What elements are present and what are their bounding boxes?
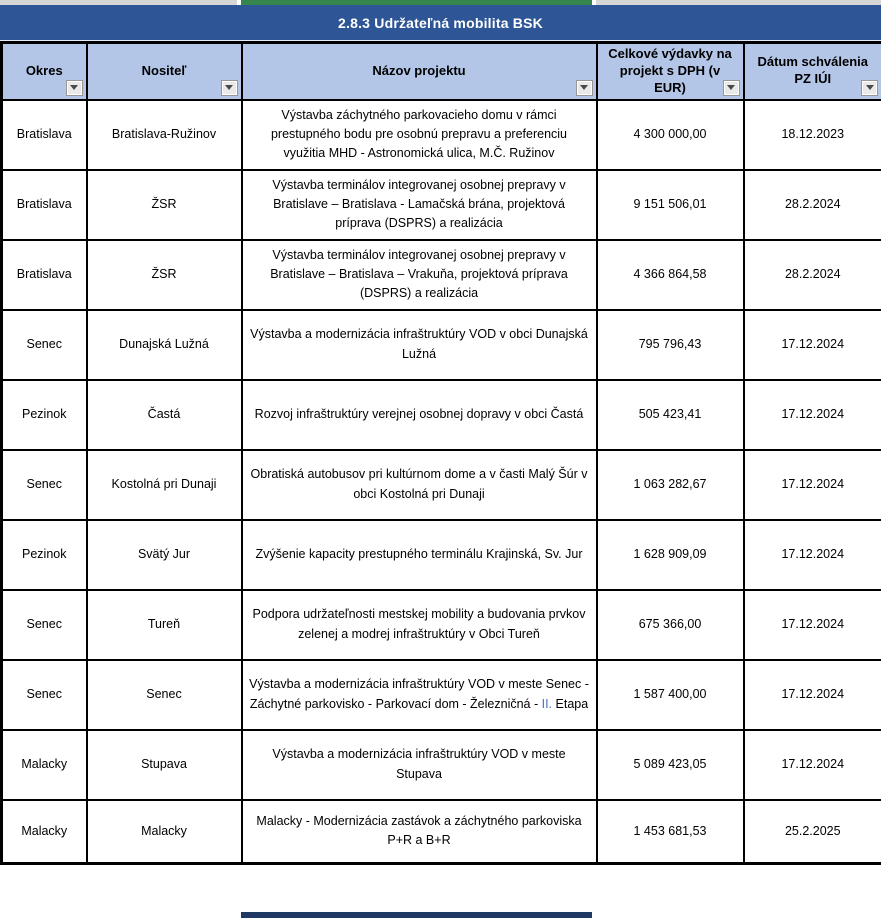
cell-nositel[interactable]: Bratislava-Ružinov	[87, 100, 242, 170]
cell-nazov[interactable]: Obratiská autobusov pri kultúrnom dome a v časti Malý Šúr v obci Kostolná pri Dunaji	[242, 450, 597, 520]
column-header-label: Dátum schválenia PZ IÚI	[757, 54, 869, 87]
cell-okres[interactable]: Bratislava	[2, 170, 87, 240]
table-row	[2, 520, 881, 590]
column-header-label: Okres	[25, 62, 63, 78]
cell-datum[interactable]: 17.12.2024	[744, 590, 881, 660]
table-row	[2, 730, 881, 800]
column-header-nazov-projektu	[242, 43, 597, 100]
cell-nositel[interactable]: Stupava	[87, 730, 242, 800]
cell-okres[interactable]: Bratislava	[2, 240, 87, 310]
cell-nositel[interactable]: Svätý Jur	[87, 520, 242, 590]
cell-nositel[interactable]: Malacky	[87, 800, 242, 864]
header-row	[2, 43, 881, 100]
cell-vydavky[interactable]: 5 089 423,05	[597, 730, 744, 800]
top-strip	[0, 0, 881, 5]
cell-vydavky[interactable]: 1 587 400,00	[597, 660, 744, 730]
project-name-segment: II.	[541, 696, 553, 711]
cell-nositel[interactable]: ŽSR	[87, 240, 242, 310]
chevron-down-icon	[866, 85, 874, 90]
cell-nositel[interactable]: Kostolná pri Dunaji	[87, 450, 242, 520]
table-row	[2, 450, 881, 520]
column-header-celkove-vydavky	[597, 43, 744, 100]
cell-okres[interactable]: Malacky	[2, 730, 87, 800]
table-row	[2, 170, 881, 240]
table-row	[2, 660, 881, 730]
filter-button-datum-schvalenia[interactable]	[861, 80, 878, 96]
cell-datum[interactable]: 28.2.2024	[744, 170, 881, 240]
cell-vydavky[interactable]: 1 628 909,09	[597, 520, 744, 590]
project-name-segment: Výstavba a modernizácia infraštruktúry VOD v meste Senec - Záchytné parkovisko - Parkovací dom - Železničná -	[249, 677, 589, 711]
table-row	[2, 100, 881, 170]
filter-button-nositel[interactable]	[221, 80, 238, 96]
cell-vydavky[interactable]: 4 300 000,00	[597, 100, 744, 170]
cell-okres[interactable]: Senec	[2, 660, 87, 730]
cell-datum[interactable]: 18.12.2023	[744, 100, 881, 170]
cell-datum[interactable]: 17.12.2024	[744, 310, 881, 380]
cell-nositel[interactable]: Tureň	[87, 590, 242, 660]
table-row	[2, 590, 881, 660]
cell-gap	[592, 0, 596, 5]
cell-okres[interactable]: Pezinok	[2, 520, 87, 590]
filter-button-celkove-vydavky[interactable]	[723, 80, 740, 96]
table-row	[2, 800, 881, 864]
table-title-bar	[0, 5, 881, 41]
cell-vydavky[interactable]: 1 453 681,53	[597, 800, 744, 864]
cell-okres[interactable]: Malacky	[2, 800, 87, 864]
cell-vydavky[interactable]: 795 796,43	[597, 310, 744, 380]
filter-button-okres[interactable]	[66, 80, 83, 96]
chevron-down-icon	[580, 85, 588, 90]
cell-okres[interactable]: Senec	[2, 450, 87, 520]
cell-nazov[interactable]: Výstavba a modernizácia infraštruktúry VOD v meste Stupava	[242, 730, 597, 800]
chevron-down-icon	[727, 85, 735, 90]
cell-nazov[interactable]: Výstavba terminálov integrovanej osobnej prepravy v Bratislave – Bratislava – Vrakuňa, projektová príprava (DSPRS) a realizácia	[242, 240, 597, 310]
table-row	[2, 380, 881, 450]
cell-nazov[interactable]: Malacky - Modernizácia zastávok a záchytného parkoviska P+R a B+R	[242, 800, 597, 864]
cell-nazov[interactable]: Podpora udržateľnosti mestskej mobility a budovania prvkov zelenej a modrej infraštruktúry v Obci Tureň	[242, 590, 597, 660]
cell-nositel[interactable]: Dunajská Lužná	[87, 310, 242, 380]
cell-nazov[interactable]: Výstavba záchytného parkovacieho domu v rámci prestupného bodu pre osobnú prepravu a preferenciu využitia MHD - Astronomická ulica, M.Č. Ružinov	[242, 100, 597, 170]
column-header-nositel	[87, 43, 242, 100]
page-title: 2.8.3 Udržateľná mobilita BSK	[338, 14, 543, 31]
cell-vydavky[interactable]: 505 423,41	[597, 380, 744, 450]
column-header-okres	[2, 43, 87, 100]
cell-datum[interactable]: 17.12.2024	[744, 380, 881, 450]
table-row	[2, 240, 881, 310]
table-row	[2, 310, 881, 380]
cell-okres[interactable]: Bratislava	[2, 100, 87, 170]
projects-table	[0, 41, 881, 865]
column-header-label: Nositeľ	[141, 62, 187, 78]
cell-nazov[interactable]: Výstavba terminálov integrovanej osobnej prepravy v Bratislave – Bratislava - Lamačská brána, projektová príprava (DSPRS) a realizácia	[242, 170, 597, 240]
top-accent-bar	[241, 0, 592, 5]
cell-nazov[interactable]: Rozvoj infraštruktúry verejnej osobnej dopravy v obci Častá	[242, 380, 597, 450]
cell-nazov[interactable]: Výstavba a modernizácia infraštruktúry VOD v obci Dunajská Lužná	[242, 310, 597, 380]
cell-datum[interactable]: 17.12.2024	[744, 730, 881, 800]
cell-vydavky[interactable]: 4 366 864,58	[597, 240, 744, 310]
chevron-down-icon	[225, 85, 233, 90]
cell-nazov[interactable]	[242, 660, 597, 730]
column-header-datum-schvalenia	[744, 43, 881, 100]
cell-datum[interactable]: 28.2.2024	[744, 240, 881, 310]
cell-nositel[interactable]: Častá	[87, 380, 242, 450]
chevron-down-icon	[70, 85, 78, 90]
column-header-label: Názov projektu	[372, 62, 466, 78]
table-body	[2, 100, 881, 864]
filter-button-nazov-projektu[interactable]	[576, 80, 593, 96]
bottom-accent-bar	[241, 912, 592, 918]
cell-datum[interactable]: 17.12.2024	[744, 520, 881, 590]
cell-vydavky[interactable]: 1 063 282,67	[597, 450, 744, 520]
cell-datum[interactable]: 17.12.2024	[744, 450, 881, 520]
cell-vydavky[interactable]: 9 151 506,01	[597, 170, 744, 240]
cell-okres[interactable]: Pezinok	[2, 380, 87, 450]
cell-nositel[interactable]: Senec	[87, 660, 242, 730]
cell-nazov[interactable]: Zvýšenie kapacity prestupného terminálu Krajinská, Sv. Jur	[242, 520, 597, 590]
cell-datum[interactable]: 25.2.2025	[744, 800, 881, 864]
cell-nositel[interactable]: ŽSR	[87, 170, 242, 240]
cell-vydavky[interactable]: 675 366,00	[597, 590, 744, 660]
cell-datum[interactable]: 17.12.2024	[744, 660, 881, 730]
cell-okres[interactable]: Senec	[2, 590, 87, 660]
cell-okres[interactable]: Senec	[2, 310, 87, 380]
column-header-label: Celkové výdavky na projekt s DPH (v EUR)	[608, 46, 732, 95]
project-name-segment: Etapa	[552, 696, 589, 711]
